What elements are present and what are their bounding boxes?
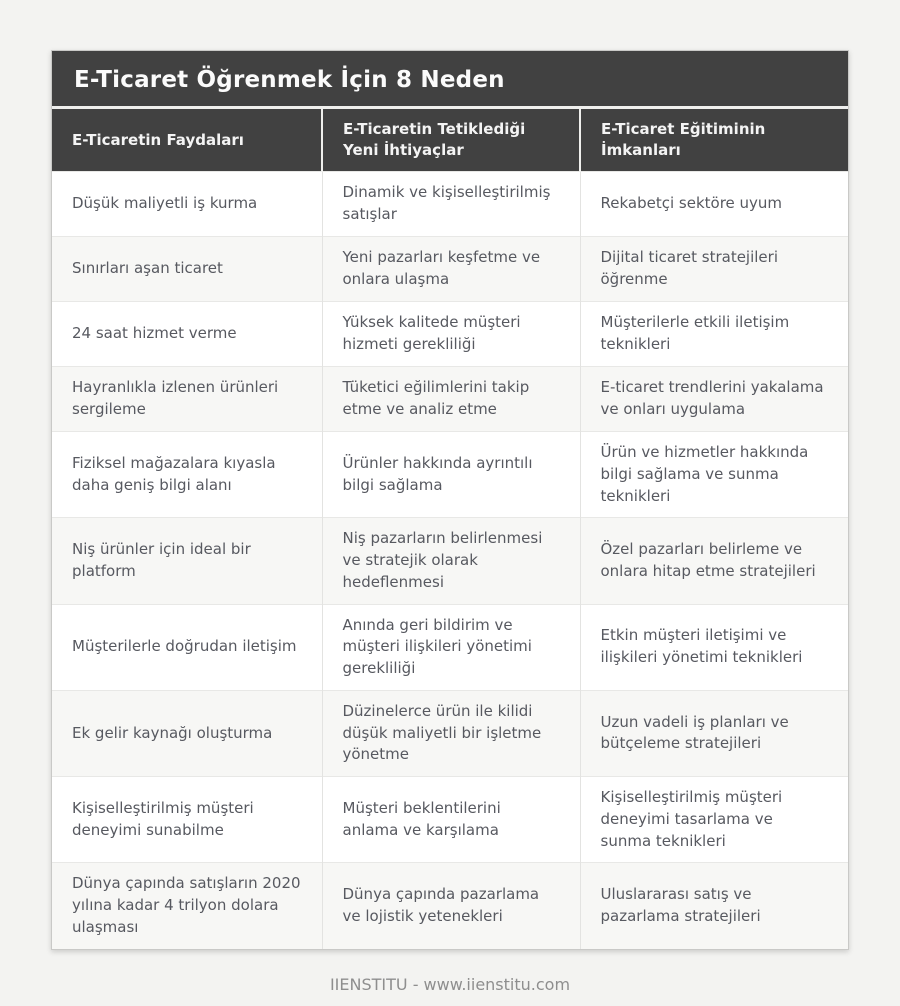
table-cell: Ürünler hakkında ayrıntılı bilgi sağlama xyxy=(322,432,580,518)
table-cell: Dijital ticaret stratejileri öğrenme xyxy=(580,237,848,302)
table-row xyxy=(52,777,848,863)
table-row xyxy=(52,237,848,302)
table-row xyxy=(52,518,848,604)
page-title: E-Ticaret Öğrenmek İçin 8 Neden xyxy=(52,51,848,109)
column-header-new-needs: E-Ticaretin Tetiklediği Yeni İhtiyaçlar xyxy=(322,109,580,172)
table-cell: Ürün ve hizmetler hakkında bilgi sağlama ve sunma teknikleri xyxy=(580,432,848,518)
table-row xyxy=(52,302,848,367)
reasons-table xyxy=(52,109,848,949)
table-cell: Uluslararası satış ve pazarlama stratejileri xyxy=(580,863,848,949)
table-cell: Kişiselleştirilmiş müşteri deneyimi tasarlama ve sunma teknikleri xyxy=(580,777,848,863)
table-cell: Yüksek kalitede müşteri hizmeti gerekliliği xyxy=(322,302,580,367)
table-cell: Dünya çapında satışların 2020 yılına kadar 4 trilyon dolara ulaşması xyxy=(52,863,322,949)
table-cell: Yeni pazarları keşfetme ve onlara ulaşma xyxy=(322,237,580,302)
table-cell: Kişiselleştirilmiş müşteri deneyimi sunabilme xyxy=(52,777,322,863)
table-cell: Niş ürünler için ideal bir platform xyxy=(52,518,322,604)
table-row xyxy=(52,432,848,518)
table-cell: Niş pazarların belirlenmesi ve stratejik olarak hedeflenmesi xyxy=(322,518,580,604)
table-row xyxy=(52,604,848,690)
table-cell: Özel pazarları belirleme ve onlara hitap etme stratejileri xyxy=(580,518,848,604)
table-cell: Rekabetçi sektöre uyum xyxy=(580,172,848,237)
table-row xyxy=(52,172,848,237)
infographic-card xyxy=(51,50,849,950)
table-cell: Müşterilerle doğrudan iletişim xyxy=(52,604,322,690)
table-cell: Düzinelerce ürün ile kilidi düşük maliyetli bir işletme yönetme xyxy=(322,690,580,776)
column-header-benefits: E-Ticaretin Faydaları xyxy=(52,109,322,172)
table-row xyxy=(52,367,848,432)
table-cell: Düşük maliyetli iş kurma xyxy=(52,172,322,237)
table-cell: Etkin müşteri iletişimi ve ilişkileri yönetimi teknikleri xyxy=(580,604,848,690)
table-cell: E-ticaret trendlerini yakalama ve onları uygulama xyxy=(580,367,848,432)
table-cell: Hayranlıkla izlenen ürünleri sergileme xyxy=(52,367,322,432)
table-cell: Tüketici eğilimlerini takip etme ve analiz etme xyxy=(322,367,580,432)
column-header-education: E-Ticaret Eğitiminin İmkanları xyxy=(580,109,848,172)
table-cell: Anında geri bildirim ve müşteri ilişkileri yönetimi gerekliliği xyxy=(322,604,580,690)
table-cell: 24 saat hizmet verme xyxy=(52,302,322,367)
table-cell: Müşterilerle etkili iletişim teknikleri xyxy=(580,302,848,367)
table-cell: Ek gelir kaynağı oluşturma xyxy=(52,690,322,776)
table-cell: Sınırları aşan ticaret xyxy=(52,237,322,302)
table-row xyxy=(52,863,848,949)
table-row xyxy=(52,690,848,776)
table-cell: Dünya çapında pazarlama ve lojistik yetenekleri xyxy=(322,863,580,949)
table-cell: Fiziksel mağazalara kıyasla daha geniş bilgi alanı xyxy=(52,432,322,518)
table-cell: Uzun vadeli iş planları ve bütçeleme stratejileri xyxy=(580,690,848,776)
footer-attribution: IIENSTITU - www.iienstitu.com xyxy=(329,974,571,994)
table-cell: Dinamik ve kişiselleştirilmiş satışlar xyxy=(322,172,580,237)
table-cell: Müşteri beklentilerini anlama ve karşılama xyxy=(322,777,580,863)
table-header-row xyxy=(52,109,848,172)
